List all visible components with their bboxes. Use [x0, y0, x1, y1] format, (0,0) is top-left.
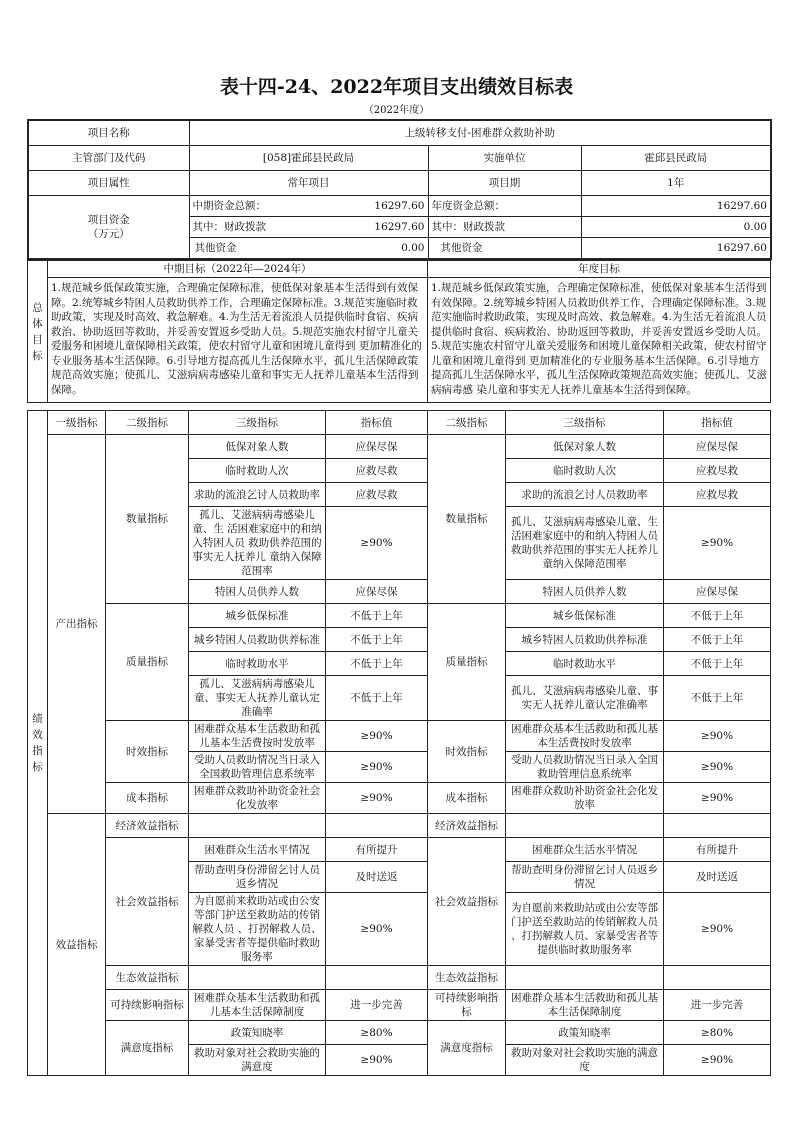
indicator-value-annual: 及时送返 — [664, 862, 771, 893]
indicator-value-annual: ≥90% — [664, 783, 771, 814]
level3-indicator-annual: 帮助查明身份滞留乞讨人员返乡情况 — [506, 862, 664, 893]
indicator-value: ≥90% — [326, 507, 428, 580]
indicator-value: ≥90% — [326, 721, 428, 752]
indicator-value-annual: 不低于上年 — [664, 628, 771, 652]
level2-indicator-annual: 成本指标 — [428, 783, 506, 814]
level3-indicator: 城乡低保标准 — [189, 604, 326, 628]
indicator-value-annual: 进一步完善 — [664, 990, 771, 1021]
year-goal-header: 年度目标 — [428, 261, 771, 278]
level3-indicator-annual: 孤儿、艾滋病病毒感染儿童、事实无人抚养儿童认定准确率 — [506, 676, 664, 721]
period-label: 项目期 — [428, 171, 581, 196]
level2-indicator-annual: 数量指标 — [428, 435, 506, 604]
year-fiscal-label: 其中：财政拨款 — [428, 217, 581, 238]
level1-indicator: 产出指标 — [48, 435, 106, 814]
level3-indicator-annual: 临时救助水平 — [506, 652, 664, 676]
column-header: 二级指标 — [428, 411, 506, 435]
level3-indicator-annual: 困难群众基本生活救助和孤儿基本生活费按时发放率 — [506, 721, 664, 752]
level3-indicator-annual: 低保对象人数 — [506, 435, 664, 459]
column-header: 二级指标 — [106, 411, 189, 435]
indicator-value: ≥90% — [326, 752, 428, 783]
indicator-value — [326, 966, 428, 990]
column-header: 三级指标 — [189, 411, 326, 435]
dept: [058]霍邱县民政局 — [189, 146, 428, 171]
level3-indicator: 求助的流浪乞讨人员救助率 — [189, 483, 326, 507]
year-total-label: 年度资金总额： — [428, 196, 581, 217]
level2-indicator: 数量指标 — [106, 435, 189, 604]
table-row — [28, 435, 771, 459]
indicators-side-cell — [28, 411, 48, 1076]
indicator-value: 有所提升 — [326, 838, 428, 862]
level2-indicator-annual: 时效指标 — [428, 721, 506, 783]
table-row — [28, 966, 771, 990]
level3-indicator-annual: 困难群众生活水平情况 — [506, 838, 664, 862]
page-subtitle: （2022年度） — [363, 105, 430, 116]
indicator-value-annual — [664, 966, 771, 990]
page-title: 表十四-24、2022年项目支出绩效目标表 — [219, 76, 574, 98]
project-info-table — [27, 119, 772, 260]
indicator-value: 不低于上年 — [326, 604, 428, 628]
indicator-value: 应救尽救 — [326, 483, 428, 507]
indicator-value-annual: 应保尽保 — [664, 435, 771, 459]
indicator-value — [326, 814, 428, 838]
level3-indicator-annual: 政策知晓率 — [506, 1021, 664, 1045]
goals-side-label: 总体目标 — [32, 301, 43, 362]
indicator-value-annual: 有所提升 — [664, 838, 771, 862]
level2-indicator: 社会效益指标 — [106, 838, 189, 966]
year-fiscal: 0.00 — [581, 217, 771, 238]
level3-indicator: 困难群众救助补助资金社会化发放率 — [189, 783, 326, 814]
dept-label: 主管部门及代码 — [28, 146, 189, 171]
level3-indicator-annual: 临时救助人次 — [506, 459, 664, 483]
level3-indicator-annual: 城乡低保标准 — [506, 604, 664, 628]
indicators-table — [27, 410, 771, 1076]
table-row — [28, 990, 771, 1021]
level2-indicator-annual: 可持续影响指标 — [428, 990, 506, 1021]
indicator-value: 进一步完善 — [326, 990, 428, 1021]
indicator-value-annual: 不低于上年 — [664, 652, 771, 676]
level2-indicator-annual: 社会效益指标 — [428, 838, 506, 966]
mid-other-label: 其他资金 — [194, 242, 237, 254]
level3-indicator: 救助对象对社会救助实施的满意度 — [189, 1045, 326, 1076]
indicator-value: ≥90% — [326, 893, 428, 966]
level3-indicator-annual: 求助的流浪乞讨人员救助率 — [506, 483, 664, 507]
table-row — [28, 721, 771, 752]
column-header: 一级指标 — [48, 411, 106, 435]
impl: 霍邱县民政局 — [581, 146, 771, 171]
level3-indicator: 为自愿前来救助站或由公安等部门护送至救助站的传销解救人员 、打拐解救人员、家暴受害者等提供临时救助服务率 — [189, 893, 326, 966]
indicator-value-annual: ≥90% — [664, 893, 771, 966]
indicator-value: 应救尽救 — [326, 459, 428, 483]
mid-total-label: 中期资金总额： — [192, 200, 266, 212]
level2-indicator: 成本指标 — [106, 783, 189, 814]
level3-indicator-annual — [506, 814, 664, 838]
project-name: 上级转移支付-困难群众救助补助 — [189, 120, 771, 146]
indicator-value: ≥90% — [326, 783, 428, 814]
level3-indicator-annual: 城乡特困人员救助供养标准 — [506, 628, 664, 652]
level3-indicator: 困难群众生活水平情况 — [189, 838, 326, 862]
indicator-value: 及时送返 — [326, 862, 428, 893]
indicator-value: 不低于上年 — [326, 676, 428, 721]
level3-indicator: 困难群众基本生活救助和孤儿基本生活保障制度 — [189, 990, 326, 1021]
column-header: 三级指标 — [506, 411, 664, 435]
indicator-value: ≥90% — [326, 1045, 428, 1076]
table-row — [28, 838, 771, 862]
level3-indicator-annual: 受助人员救助情况当日录入全国救助管理信息系统率 — [506, 752, 664, 783]
mid-goal-header: 中期目标（2022年—2024年） — [48, 261, 428, 278]
level3-indicator-annual — [506, 966, 664, 990]
attr-label: 项目属性 — [28, 171, 189, 196]
level2-indicator: 时效指标 — [106, 721, 189, 783]
level3-indicator: 临时救助水平 — [189, 652, 326, 676]
indicator-value-annual: ≥90% — [664, 507, 771, 580]
level3-indicator: 特困人员供养人数 — [189, 580, 326, 604]
table-row — [28, 1021, 771, 1045]
indicator-value: 应保尽保 — [326, 435, 428, 459]
indicator-value: 应保尽保 — [326, 580, 428, 604]
column-header: 指标值 — [664, 411, 771, 435]
level3-indicator: 低保对象人数 — [189, 435, 326, 459]
level3-indicator-annual: 孤儿、艾滋病病毒感染儿童、生活困难家庭中的和纳入特困人员 救助供养范围的事实无人抚养儿 童纳入保障范围率 — [506, 507, 664, 580]
indicator-value: 不低于上年 — [326, 652, 428, 676]
attr: 常年项目 — [189, 171, 428, 196]
level3-indicator — [189, 814, 326, 838]
level3-indicator-annual: 救助对象对社会救助实施的满意度 — [506, 1045, 664, 1076]
level3-indicator: 孤儿、艾滋病病毒感染儿童、事实无人抚养儿童认定准确率 — [189, 676, 326, 721]
level3-indicator-annual: 困难群众救助补助资金社会化发放率 — [506, 783, 664, 814]
level3-indicator: 帮助查明身份滞留乞讨人员返乡情况 — [189, 862, 326, 893]
mid-other: 0.00 — [401, 242, 425, 254]
mid-goal-text: 1.规范城乡低保政策实施，合理确定保障标准，使低保对象基本生活得到有效保障。2.统筹城乡特困人员救助供养工作，合理确定保障标准。3.规范实施临时救助政策，实现及时高效、救急解难。4.为生活无着流浪人员提供临时食宿、疾病救治、协助返回等救助，并妥善安置返乡受助人员。5.规范实施农村留守儿童关爱服务和困境儿童保障相关政策，使农村留守儿童和困境儿童得到 更加精准化的专业服务基本生活保障。6.引导地方提高孤儿生活保障水平，孤儿生活保障政策规范高效实施；使孤儿、艾滋病病毒感染儿童和事实无人抚养儿童基本生活得到保障。 — [48, 278, 428, 403]
level3-indicator — [189, 966, 326, 990]
indicator-value-annual: 应救尽救 — [664, 459, 771, 483]
indicator-value-annual: ≥80% — [664, 1021, 771, 1045]
level3-indicator-annual: 困难群众基本生活救助和孤儿基本生活保障制度 — [506, 990, 664, 1021]
level2-indicator: 满意度指标 — [106, 1021, 189, 1076]
year-goal-text: 1.规范城乡低保政策实施，合理确定保障标准，使低保对象基本生活得到有效保障。2.统筹城乡特困人员救助供养工作，合理确定保障标准。3.规范实施临时救助政策，实现及时高效、救急解难。4.为生活无着流浪人员提供临时食宿、疾病救治、协助返回等救助，并妥善安置返乡受助人员。5.规范实施农村留守儿童关爱服务和困境儿童保障相关政策，使农村留守儿童和困境儿童得到 更加精准化的专业服务基本生活保障。6.引导地方提高孤儿生活保障水平，孤儿生活保障政策规范高效实施；使孤儿、艾滋病病毒感 染儿童和事实无人抚养儿童基本生活得到保障。 — [428, 278, 771, 403]
level1-indicator: 效益指标 — [48, 814, 106, 1076]
overall-goals-table — [27, 260, 771, 403]
table-row — [28, 783, 771, 814]
level2-indicator: 生态效益指标 — [106, 966, 189, 990]
impl-label: 实施单位 — [428, 146, 581, 171]
indicator-value-annual: ≥90% — [664, 721, 771, 752]
mid-fiscal: 16297.60 — [374, 221, 425, 233]
level3-indicator-annual: 为自愿前来救助站或由公安等部门护送至救助站的传销解救人员 、打拐解救人员、家暴受害者等提供临时救助服务率 — [506, 893, 664, 966]
header-row — [28, 411, 771, 435]
mid-total: 16297.60 — [374, 200, 425, 212]
level2-indicator: 经济效益指标 — [106, 814, 189, 838]
level2-indicator-annual: 满意度指标 — [428, 1021, 506, 1076]
level3-indicator: 困难群众基本生活救助和孤儿基本生活费按时发放率 — [189, 721, 326, 752]
indicator-value-annual: ≥90% — [664, 1045, 771, 1076]
level2-indicator-annual: 经济效益指标 — [428, 814, 506, 838]
level3-indicator: 孤儿、艾滋病病毒感染儿童、生 活困难家庭中的和纳入特困人员 救助供养范围的事实无人抚养儿 童纳入保障范围率 — [189, 507, 326, 580]
indicator-value-annual: ≥90% — [664, 752, 771, 783]
indicator-value-annual: 不低于上年 — [664, 604, 771, 628]
level3-indicator: 政策知晓率 — [189, 1021, 326, 1045]
mid-fiscal-label: 其中：财政拨款 — [192, 221, 266, 233]
level3-indicator-annual: 特困人员供养人数 — [506, 580, 664, 604]
project-name-label: 项目名称 — [28, 120, 189, 146]
table-row — [28, 814, 771, 838]
indicator-value-annual: 应保尽保 — [664, 580, 771, 604]
level3-indicator: 临时救助人次 — [189, 459, 326, 483]
level2-indicator: 可持续影响指标 — [106, 990, 189, 1021]
fund-label: 项目资金 （万元） — [28, 196, 189, 260]
indicators-side-label: 绩效指标 — [32, 713, 43, 773]
indicator-value-annual: 应救尽救 — [664, 483, 771, 507]
level3-indicator: 受助人员救助情况当日录入全国救助管理信息系统率 — [189, 752, 326, 783]
year-other-label: 其他资金 — [428, 238, 581, 260]
level2-indicator-annual: 质量指标 — [428, 604, 506, 721]
indicator-value: ≥80% — [326, 1021, 428, 1045]
indicator-value-annual — [664, 814, 771, 838]
level3-indicator: 城乡特困人员救助供养标准 — [189, 628, 326, 652]
table-row — [28, 604, 771, 628]
indicator-value-annual: 不低于上年 — [664, 676, 771, 721]
period: 1年 — [581, 171, 771, 196]
level2-indicator: 质量指标 — [106, 604, 189, 721]
column-header: 指标值 — [326, 411, 428, 435]
indicator-value: 不低于上年 — [326, 628, 428, 652]
year-other: 16297.60 — [581, 238, 771, 260]
level2-indicator-annual: 生态效益指标 — [428, 966, 506, 990]
year-total: 16297.60 — [581, 196, 771, 217]
